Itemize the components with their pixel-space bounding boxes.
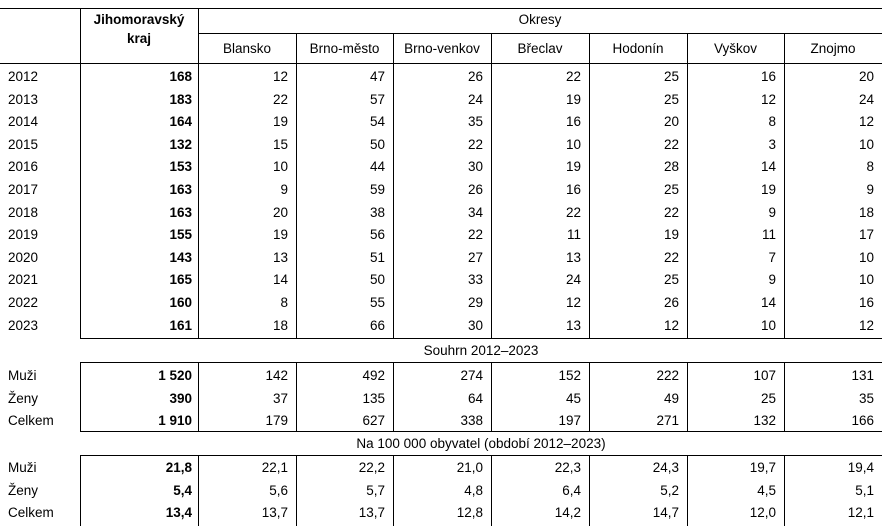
district-value: 197 [558, 413, 581, 429]
district-value: 19 [272, 227, 288, 243]
row-label: 2017 [8, 182, 39, 197]
region-header-line2: kraj [126, 31, 152, 46]
district-value: 49 [663, 390, 679, 406]
row-label: Celkem [8, 505, 54, 521]
district-value: 12,0 [749, 505, 776, 521]
rate-title-bottom-rule [80, 455, 882, 456]
district-value: 21,0 [456, 460, 483, 475]
district-header: Znojmo [810, 41, 856, 56]
district-value: 14,7 [652, 505, 679, 521]
district-value: 12 [565, 295, 581, 310]
district-value: 20 [663, 114, 679, 130]
district-value: 26 [467, 69, 483, 84]
district-value: 107 [753, 368, 776, 383]
row-label: Celkem [8, 413, 54, 429]
district-value: 4,5 [757, 482, 776, 498]
district-value: 20 [272, 204, 288, 220]
district-value: 25 [760, 390, 776, 406]
district-value: 16 [760, 69, 776, 84]
district-value: 11 [566, 227, 581, 243]
district-value: 15 [272, 136, 288, 152]
row-label: 2021 [8, 272, 39, 288]
row-label: Muži [8, 368, 37, 383]
row-label: 2020 [8, 249, 39, 265]
row-label: Ženy [8, 390, 39, 406]
district-value: 14,2 [554, 505, 581, 521]
rate-section-title: Na 100 000 obyvatel (období 2012–2023) [356, 436, 606, 451]
district-value: 142 [265, 368, 288, 383]
district-value: 66 [369, 317, 385, 333]
district-value: 135 [362, 390, 385, 406]
row-label: 2012 [8, 69, 39, 84]
district-value: 16 [565, 114, 581, 130]
region-value: 165 [169, 272, 192, 288]
district-value: 25 [663, 272, 679, 288]
district-value: 18 [272, 317, 288, 333]
district-value: 26 [663, 295, 679, 310]
region-value: 155 [169, 227, 192, 243]
district-value: 19 [760, 182, 776, 197]
district-value: 24 [565, 272, 581, 288]
district-value: 12,8 [456, 505, 483, 521]
row-label: 2018 [8, 204, 39, 220]
district-value: 28 [663, 159, 679, 175]
district-value: 8 [866, 159, 874, 175]
district-value: 627 [362, 413, 385, 429]
region-value: 21,8 [165, 460, 192, 475]
summary-title-top-rule [80, 338, 882, 339]
region-header-line1: Jihomoravský [93, 12, 185, 27]
district-value: 4,8 [464, 482, 483, 498]
district-value: 14 [760, 295, 776, 310]
summary-section-title: Souhrn 2012–2023 [423, 343, 539, 358]
row-label: Muži [8, 460, 37, 475]
district-value: 64 [467, 390, 483, 406]
district-header: Brno-venkov [404, 41, 480, 56]
district-value: 19 [565, 159, 581, 175]
district-value: 22 [467, 227, 483, 243]
district-value: 16 [565, 182, 581, 197]
region-value: 163 [169, 204, 192, 220]
district-value: 26 [467, 182, 483, 197]
district-header: Vyškov [713, 41, 757, 56]
region-value: 153 [169, 159, 192, 175]
row-label: 2019 [8, 227, 39, 243]
region-value: 13,4 [165, 505, 192, 521]
district-value: 44 [369, 159, 385, 175]
district-value: 12 [858, 114, 874, 130]
row-label: 2016 [8, 159, 39, 175]
region-value: 164 [169, 114, 192, 130]
district-value: 22,1 [261, 460, 288, 475]
district-value: 131 [851, 368, 874, 383]
district-value: 25 [663, 69, 679, 84]
district-value: 10 [565, 136, 581, 152]
region-value: 163 [169, 182, 192, 197]
district-value: 22 [663, 136, 679, 152]
district-value: 17 [858, 227, 874, 243]
district-value: 16 [858, 295, 874, 310]
region-value: 143 [169, 249, 192, 265]
okresy-header: Okresy [518, 12, 562, 27]
district-value: 22,2 [358, 460, 385, 475]
district-value: 13 [565, 249, 581, 265]
district-value: 19,4 [847, 460, 874, 475]
district-value: 9 [866, 182, 874, 197]
district-value: 13 [272, 249, 288, 265]
district-value: 10 [858, 136, 874, 152]
district-value: 492 [362, 368, 385, 383]
district-value: 12 [272, 69, 288, 84]
district-value: 7 [768, 249, 776, 265]
district-value: 9 [768, 272, 776, 288]
district-value: 19 [565, 91, 581, 107]
summary-title-bottom-rule [80, 362, 882, 363]
region-value: 160 [169, 295, 192, 310]
rate-title-top-rule [80, 431, 882, 432]
district-value: 30 [467, 317, 483, 333]
district-value: 274 [460, 368, 483, 383]
district-value: 29 [467, 295, 483, 310]
district-value: 5,6 [269, 482, 288, 498]
district-value: 25 [663, 91, 679, 107]
district-value: 13,7 [261, 505, 288, 521]
district-value: 132 [753, 413, 776, 429]
district-value: 9 [768, 204, 776, 220]
district-value: 8 [280, 295, 288, 310]
row-label: 2023 [8, 317, 39, 333]
district-value: 5,1 [855, 482, 874, 498]
district-value: 19 [663, 227, 679, 243]
district-value: 24 [467, 91, 483, 107]
district-value: 271 [656, 413, 679, 429]
district-value: 5,2 [660, 482, 679, 498]
region-value: 161 [169, 317, 192, 333]
district-value: 12 [760, 91, 776, 107]
region-value: 168 [169, 69, 192, 84]
district-value: 35 [858, 390, 874, 406]
okresy-underline [198, 33, 882, 34]
district-value: 13,7 [358, 505, 385, 521]
district-value: 12 [858, 317, 874, 333]
district-value: 14 [272, 272, 288, 288]
district-value: 30 [467, 159, 483, 175]
district-value: 34 [467, 204, 483, 220]
district-value: 25 [663, 182, 679, 197]
row-label: 2015 [8, 136, 39, 152]
district-value: 22 [272, 91, 288, 107]
header-bottom-rule [0, 63, 882, 64]
district-value: 13 [565, 317, 581, 333]
district-header: Hodonín [612, 41, 664, 56]
district-value: 24,3 [652, 460, 679, 475]
district-value: 12,1 [847, 505, 874, 521]
district-value: 50 [369, 136, 385, 152]
district-value: 22 [663, 249, 679, 265]
district-header: Blansko [222, 41, 272, 56]
district-value: 27 [467, 249, 483, 265]
district-value: 22,3 [554, 460, 581, 475]
district-value: 179 [265, 413, 288, 429]
district-value: 51 [369, 249, 385, 265]
district-header: Brno-město [309, 41, 380, 56]
region-value: 390 [169, 390, 192, 406]
district-value: 14 [760, 159, 776, 175]
district-value: 8 [768, 114, 776, 130]
district-value: 19 [272, 114, 288, 130]
district-value: 57 [369, 91, 385, 107]
row-label: Ženy [8, 482, 39, 498]
district-value: 20 [858, 69, 874, 84]
district-value: 11 [761, 227, 776, 243]
district-value: 166 [851, 413, 874, 429]
district-value: 12 [663, 317, 679, 333]
district-value: 33 [467, 272, 483, 288]
region-value: 183 [169, 91, 192, 107]
region-value: 132 [169, 136, 192, 152]
table-top-rule [0, 8, 882, 9]
district-value: 338 [460, 413, 483, 429]
district-value: 35 [467, 114, 483, 130]
district-value: 10 [760, 317, 776, 333]
row-label: 2013 [8, 91, 39, 107]
row-label: 2022 [8, 295, 39, 310]
district-value: 10 [858, 272, 874, 288]
district-value: 45 [565, 390, 581, 406]
district-value: 222 [656, 368, 679, 383]
district-value: 55 [369, 295, 385, 310]
region-value: 5,4 [173, 482, 192, 498]
district-value: 9 [280, 182, 288, 197]
district-value: 54 [369, 114, 385, 130]
district-value: 22 [565, 204, 581, 220]
district-value: 10 [858, 249, 874, 265]
region-value: 1 520 [158, 368, 192, 383]
district-value: 5,7 [366, 482, 385, 498]
district-value: 22 [565, 69, 581, 84]
row-label: 2014 [8, 114, 39, 130]
district-value: 59 [369, 182, 385, 197]
district-value: 18 [858, 204, 874, 220]
district-value: 56 [369, 227, 385, 243]
district-value: 22 [467, 136, 483, 152]
district-value: 47 [369, 69, 385, 84]
district-value: 24 [858, 91, 874, 107]
district-value: 6,4 [562, 482, 581, 498]
district-value: 38 [369, 204, 385, 220]
district-value: 3 [768, 136, 776, 152]
district-value: 19,7 [749, 460, 776, 475]
district-value: 10 [272, 159, 288, 175]
district-value: 50 [369, 272, 385, 288]
district-value: 152 [558, 368, 581, 383]
region-value: 1 910 [158, 413, 192, 429]
district-value: 22 [663, 204, 679, 220]
district-header: Břeclav [517, 41, 563, 56]
district-value: 37 [272, 390, 288, 406]
